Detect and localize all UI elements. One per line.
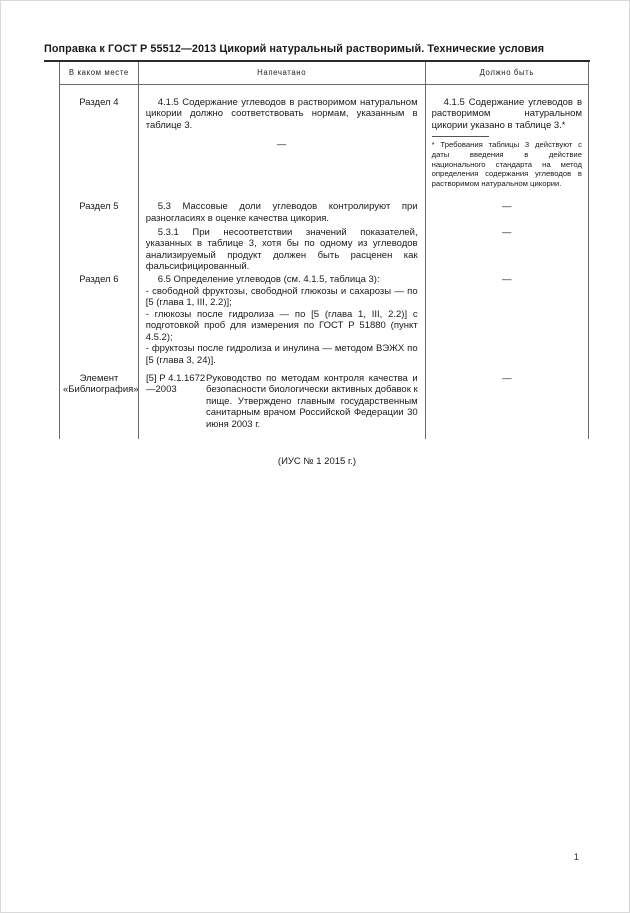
cell-should-be xyxy=(426,198,588,225)
printed-list-item: - глюкозы после гидролиза — по [5 (глава 1, III, 2.2)] с подготовкой проб для измерения по ГОСТ Р 51880 (пункт 4.5.2); xyxy=(145,308,418,343)
cell-location xyxy=(60,85,139,199)
footnote-text: * Требования таблицы 3 действуют с даты введения в действие национального стандарта на метод определения содержания углеводов в растворимом натуральном цикории. xyxy=(431,140,582,188)
amendment-table xyxy=(59,62,589,439)
should-be-dash: — xyxy=(502,201,512,213)
cell-should-be xyxy=(426,369,588,439)
table-row-section5-b xyxy=(60,226,588,273)
table-row-section5-a xyxy=(60,198,588,225)
cell-should-be xyxy=(426,273,588,369)
bibliography-ref-code: [5] Р 4.1.1672—2003 xyxy=(146,372,206,396)
cell-should-be xyxy=(426,85,588,199)
document-title: Поправка к ГОСТ Р 55512—2013 Цикорий натуральный растворимый. Технические условия xyxy=(44,43,545,55)
cell-location xyxy=(60,369,139,439)
should-be-dash: — xyxy=(502,372,512,384)
printed-paragraph: 5.3 Массовые доли углеводов контролируют при разногласиях в оценке качества цикория. xyxy=(145,201,418,224)
table-row-bibliography xyxy=(60,369,588,439)
footnote-separator xyxy=(432,136,489,137)
printed-intro: 6.5 Определение углеводов (см. 4.1.5, таблица 3): xyxy=(157,273,380,285)
printed-list-item: - свободной фруктозы, свободной глюкозы и сахарозы — по [5 (глава 1, III, 2.2)]; xyxy=(145,285,418,309)
bibliography-entry xyxy=(146,373,418,431)
page-number: 1 xyxy=(573,852,579,863)
table-header-row xyxy=(60,62,588,85)
cell-printed xyxy=(139,369,426,439)
column-header-printed: Напечатано xyxy=(139,62,426,84)
cell-location xyxy=(60,273,139,369)
printed-dash: — xyxy=(276,139,287,151)
printed-paragraph: 5.3.1 При несоответствии значений показателей, указанных в таблице 3, хотя бы по одному из углеводов анализируемый продукт должен быть расценен как фальсифицированный. xyxy=(145,226,418,273)
should-be-dash: — xyxy=(502,226,512,238)
location-label: Раздел 5 xyxy=(79,201,119,213)
cell-printed xyxy=(139,198,426,225)
cell-should-be xyxy=(426,226,588,273)
printed-list-item: - фруктозы после гидролиза и инулина — методом ВЭЖХ по [5 (глава 3, 24)]. xyxy=(145,343,418,367)
cell-printed xyxy=(139,273,426,369)
cell-location-empty xyxy=(60,226,139,273)
printed-paragraph: 4.1.5 Содержание углеводов в растворимом натуральном цикории должно соответствовать нормам, указанным в таблице 3. xyxy=(145,96,418,131)
issue-note: (ИУС № 1 2015 г.) xyxy=(277,455,357,467)
bibliography-ref-text: Руководство по методам контроля качества и безопасности биологически активных добавок к пище. Утверждено главным государственным санитарным врачом Российской Федерации 30 июня 2003 г. xyxy=(206,372,418,431)
should-be-dash: — xyxy=(502,273,512,285)
column-header-should-be: Должно быть xyxy=(479,68,535,77)
cell-printed xyxy=(139,226,426,273)
should-be-paragraph: 4.1.5 Содержание углеводов в растворимом натуральном цикории указано в таблице 3.* xyxy=(431,96,582,131)
table-row-section4 xyxy=(60,85,588,199)
cell-location xyxy=(60,198,139,225)
table-row-section6 xyxy=(60,273,588,369)
location-label: Раздел 4 xyxy=(79,96,119,108)
page-content xyxy=(44,43,590,467)
location-label-line1: Элемент xyxy=(79,372,119,384)
cell-printed xyxy=(139,85,426,199)
location-label-line2: «Библиография» xyxy=(63,384,139,396)
location-label: Раздел 6 xyxy=(79,273,119,285)
column-header-location: В каком месте xyxy=(60,62,139,84)
